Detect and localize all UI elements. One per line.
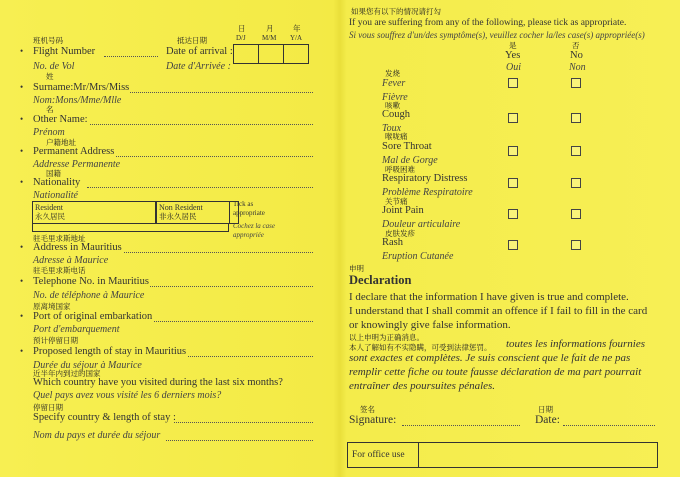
non-resident-zh: 非永久居民 bbox=[159, 212, 197, 221]
address-mu-field[interactable] bbox=[124, 252, 313, 253]
declaration-fr-line: entraîner des poursuites pénales. bbox=[349, 380, 496, 392]
bullet: • bbox=[20, 114, 24, 124]
arrival-date-fr: Date d'Arrivée : bbox=[166, 61, 231, 72]
rash-yes-checkbox[interactable] bbox=[508, 240, 518, 250]
tick-note-en1: Tick as bbox=[233, 200, 254, 208]
specify-zh: 停留日期 bbox=[33, 403, 63, 412]
intro-fr: Si vous souffrez d'un/des symptôme(s), veuillez cocher la/les case(s) appropriée(s) bbox=[349, 30, 645, 40]
declaration-line: I understand that I shall commit an offence if I fail to fill in the card bbox=[349, 305, 648, 317]
perm-address-zh: 户籍地址 bbox=[46, 138, 76, 147]
stay-fr: Durée du séjour à Maurice bbox=[33, 360, 142, 371]
declaration-zh: 申明 bbox=[349, 264, 364, 273]
specify-field-2[interactable] bbox=[166, 440, 313, 441]
surname-label: Surname:Mr/Mrs/Miss bbox=[33, 82, 130, 93]
flight-number-fr: No. de Vol bbox=[33, 61, 75, 72]
bullet: • bbox=[20, 346, 24, 356]
bullet: • bbox=[20, 242, 24, 252]
symptom-zh: 喉咙痛 bbox=[385, 132, 408, 141]
address-mu-label: Address in Mauritius bbox=[33, 242, 122, 253]
phone-mu-label: Telephone No. in Mauritius bbox=[33, 276, 149, 287]
fever-no-checkbox[interactable] bbox=[571, 78, 581, 88]
no-zh: 否 bbox=[572, 41, 580, 50]
symptom-zh: 呼吸困难 bbox=[385, 165, 415, 174]
visited-fr: Quel pays avez vous visité les 6 derniers mois? bbox=[33, 390, 222, 401]
bullet: • bbox=[20, 146, 24, 156]
other-name-label: Other Name: bbox=[33, 114, 88, 125]
declaration-title: Declaration bbox=[349, 273, 412, 287]
tick-note-fr1: Cochez la case bbox=[233, 222, 275, 230]
bullet: • bbox=[20, 46, 24, 56]
flight-number-label: Flight Number bbox=[33, 46, 96, 57]
no-fr: Non bbox=[569, 62, 586, 73]
office-use-label: For office use bbox=[352, 450, 405, 460]
month-zh: 月 bbox=[266, 24, 274, 33]
office-use-box bbox=[347, 442, 658, 468]
visited-label: Which country have you visited during the last six months? bbox=[33, 377, 283, 388]
declaration-zh-line: 以上申明为正确消息。 bbox=[349, 333, 424, 342]
year-zh: 年 bbox=[293, 24, 301, 33]
symptom-fr: Fièvre bbox=[382, 92, 408, 103]
declaration-line: or knowingly give false information. bbox=[349, 319, 511, 331]
date-zh: 日期 bbox=[538, 405, 553, 414]
stay-field[interactable] bbox=[188, 356, 313, 357]
non-resident-box[interactable] bbox=[156, 201, 230, 224]
declaration-zh-line: 本人了解如有不实隐瞒，可受到法律惩罚。 bbox=[349, 343, 492, 352]
tick-note-fr2: appropriée bbox=[233, 231, 264, 239]
tick-note-en2: appropriate bbox=[233, 209, 265, 217]
resident-zh: 永久居民 bbox=[35, 212, 65, 221]
symptom-fr: Douleur articulaire bbox=[382, 219, 461, 230]
bullet: • bbox=[20, 311, 24, 321]
declaration-fr-line: remplir cette fiche ou toute fausse déclaration de ma part pourrait bbox=[349, 366, 642, 378]
cough-yes-checkbox[interactable] bbox=[508, 113, 518, 123]
visited-zh: 近半年内到过的国家 bbox=[33, 369, 101, 378]
signature-field[interactable] bbox=[402, 425, 520, 426]
perm-address-label: Permanent Address bbox=[33, 146, 115, 157]
yes-zh: 是 bbox=[509, 41, 517, 50]
respiratory-no-checkbox[interactable] bbox=[571, 178, 581, 188]
surname-zh: 姓 bbox=[46, 72, 54, 81]
yes-label: Yes bbox=[505, 50, 521, 61]
bullet: • bbox=[20, 276, 24, 286]
perm-address-fr: Addresse Permanente bbox=[33, 159, 121, 170]
address-mu-zh: 驻毛里求斯地址 bbox=[33, 234, 86, 243]
non-resident-label: Non Resident bbox=[159, 203, 203, 212]
signature-zh: 签名 bbox=[360, 405, 375, 414]
declaration-line: I declare that the information I have given is true and complete. bbox=[349, 291, 629, 303]
sore-throat-yes-checkbox[interactable] bbox=[508, 146, 518, 156]
symptom-fr: Mal de Gorge bbox=[382, 155, 438, 166]
address-mu-fr: Adresse à Maurice bbox=[33, 255, 109, 266]
arrival-year-box[interactable] bbox=[283, 44, 309, 64]
month-code: M/M bbox=[262, 34, 277, 42]
rash-no-checkbox[interactable] bbox=[571, 240, 581, 250]
phone-mu-fr: No. de téléphone à Maurice bbox=[33, 290, 145, 301]
date-field[interactable] bbox=[563, 425, 655, 426]
port-fr: Port d'embarquement bbox=[33, 324, 120, 335]
declaration-fr-line: sont exactes et complètes. Je suis conscient que le fait de ne pas bbox=[349, 352, 631, 364]
nationality-zh: 国籍 bbox=[46, 169, 61, 178]
symptom-label: Fever bbox=[382, 78, 406, 89]
arrival-day-box[interactable] bbox=[233, 44, 259, 64]
symptom-label: Respiratory Distress bbox=[382, 173, 468, 184]
nationality-fr: Nationalité bbox=[33, 190, 78, 201]
joint-pain-yes-checkbox[interactable] bbox=[508, 209, 518, 219]
arrival-date-label: Date of arrival : bbox=[166, 46, 233, 57]
intro-zh: 如果您有以下的情况请打勾 bbox=[351, 7, 441, 16]
resident-label: Resident bbox=[35, 203, 63, 212]
resident-box[interactable] bbox=[32, 201, 156, 224]
perm-address-field[interactable] bbox=[116, 156, 313, 157]
specify-field[interactable] bbox=[174, 422, 313, 423]
symptom-label: Rash bbox=[382, 237, 403, 248]
cough-no-checkbox[interactable] bbox=[571, 113, 581, 123]
day-code: D/J bbox=[236, 34, 246, 42]
port-label: Port of original embarkation bbox=[33, 311, 153, 322]
stay-label: Proposed length of stay in Mauritius bbox=[33, 346, 187, 357]
specify-fr: Nom du pays et durée du séjour bbox=[33, 430, 161, 441]
nationality-label: Nationality bbox=[33, 177, 81, 188]
date-label: Date: bbox=[535, 414, 560, 426]
joint-pain-no-checkbox[interactable] bbox=[571, 209, 581, 219]
declaration-fr-line: toutes les informations fournies bbox=[506, 338, 646, 350]
symptom-fr: Problème Respiratoire bbox=[382, 187, 473, 198]
symptom-zh: 发烧 bbox=[385, 69, 400, 78]
office-use-divider bbox=[418, 443, 419, 467]
other-name-field[interactable] bbox=[90, 124, 313, 125]
arrival-month-box[interactable] bbox=[258, 44, 284, 64]
surname-field[interactable] bbox=[130, 92, 313, 93]
flight-number-field[interactable] bbox=[104, 56, 158, 57]
sore-throat-no-checkbox[interactable] bbox=[571, 146, 581, 156]
port-field[interactable] bbox=[154, 321, 313, 322]
symptom-zh: 皮肤发疹 bbox=[385, 229, 415, 238]
symptom-label: Sore Throat bbox=[382, 141, 432, 152]
intro-en: If you are suffering from any of the following, please tick as appropriate. bbox=[349, 18, 627, 28]
stay-zh: 预计停留日期 bbox=[33, 336, 78, 345]
symptom-zh: 关节痛 bbox=[385, 197, 408, 206]
arrival-date-zh: 抵达日期 bbox=[177, 36, 207, 45]
symptom-label: Joint Pain bbox=[382, 205, 424, 216]
other-name-fr: Prénom bbox=[33, 127, 65, 138]
resident-row-bottom bbox=[32, 223, 229, 232]
other-name-zh: 名 bbox=[46, 105, 54, 114]
year-code: Y/A bbox=[290, 34, 303, 42]
symptom-zh: 咳嗽 bbox=[385, 101, 400, 110]
symptom-fr: Toux bbox=[382, 123, 402, 134]
specify-label: Specify country & length of stay : bbox=[33, 412, 176, 423]
no-label: No bbox=[570, 50, 583, 61]
day-zh: 日 bbox=[238, 24, 246, 33]
phone-mu-zh: 驻毛里求斯电话 bbox=[33, 266, 86, 275]
bullet: • bbox=[20, 177, 24, 187]
phone-mu-field[interactable] bbox=[150, 286, 313, 287]
respiratory-yes-checkbox[interactable] bbox=[508, 178, 518, 188]
signature-label: Signature: bbox=[349, 414, 397, 426]
nationality-field[interactable] bbox=[87, 187, 313, 188]
port-zh: 原离境国家 bbox=[33, 302, 71, 311]
symptom-fr: Eruption Cutanée bbox=[382, 251, 454, 262]
symptom-label: Cough bbox=[382, 109, 411, 120]
bullet: • bbox=[20, 82, 24, 92]
fever-yes-checkbox[interactable] bbox=[508, 78, 518, 88]
flight-number-zh: 班机号码 bbox=[33, 36, 63, 45]
surname-fr: Nom:Mons/Mme/Mlle bbox=[33, 95, 122, 106]
yes-fr: Oui bbox=[506, 62, 521, 73]
